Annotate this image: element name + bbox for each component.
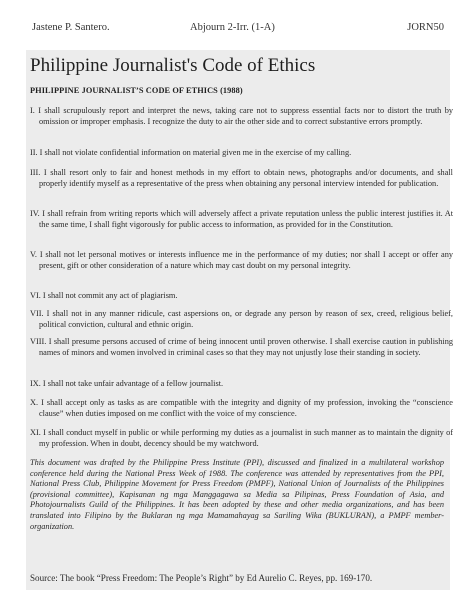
code-item-5: V. I shall not let personal motives or interests influence me in the performance of my duties; nor shall I accept or offer any present, gift or other consideration of a nature which may cast doubt on my personal integrity. [30,250,453,270]
course-section: Abjourn 2-Irr. (1-A) [190,22,275,33]
code-item-10: X. I shall accept only as tasks as are compatible with the integrity and dignity of my profession, invoking the “conscience clause” when duties imposed on me conflict with the voice of my conscience. [30,398,453,418]
course-code: JORN50 [407,22,444,33]
document-subtitle: PHILIPPINE JOURNALIST’S CODE OF ETHICS (1988) [30,86,243,95]
code-item-2: II. I shall not violate confidential information on material given me in the exercise of my calling. [30,148,352,157]
source-citation: Source: The book “Press Freedom: The People’s Right” by Ed Aurelio C. Reyes, pp. 169-170. [30,573,373,583]
code-item-11: XI. I shall conduct myself in public or while performing my duties as a journalist in such manner as to maintain the dignity of my profession. When in doubt, decency should be my watchword. [30,428,453,448]
page-header [32,22,444,36]
code-item-7: VII. I shall not in any manner ridicule, cast aspersions on, or degrade any person by reason of sex, creed, religious belief, political conviction, cultural and ethnic origin. [30,309,453,329]
code-item-9: IX. I shall not take unfair advantage of a fellow journalist. [30,379,224,388]
code-item-4: IV. I shall refrain from writing reports which will adversely affect a private reputation unless the public interest justifies it. At the same time, I shall fight vigorously for public access to information, as provided for in the Constitution. [30,209,453,229]
drafting-note: This document was drafted by the Philippine Press Institute (PPI), discussed and finalized in a multilateral workshop conference held during the National Press Week of 1988. The conference was attended by representatives from the PPI, National Press Club, Philippine Movement for Press Freedom (PMPF), National Union of Journalists of the Philippines (provisional committee), Kapisanan ng mga Manggagawa sa Media sa Pilipinas, Press Foundation of Asia, and Photojournalists Guild of the Philippines. It has been adopted by these and other media organizations, and has been translated into Filipino by the Buklaran ng mga Mamamahayag sa Sariling Wika (BUKLURAN), a PMPF member-organization. [30,458,444,531]
code-item-8: VIII. I shall presume persons accused of crime of being innocent until proven otherwise. I shall exercise caution in publishing names of minors and women involved in criminal cases so that they may not unjustly lose their standing in society. [30,337,453,357]
author-name: Jastene P. Santero. [32,22,110,33]
code-item-6: VI. I shall not commit any act of plagiarism. [30,291,178,300]
code-item-1: I. I shall scrupulously report and interpret the news, taking care not to suppress essential facts nor to distort the truth by omission or improper emphasis. I recognize the duty to air the other side and to correct substantive errors promptly. [30,106,453,126]
document-title: Philippine Journalist's Code of Ethics [30,55,316,76]
code-item-3: III. I shall resort only to fair and honest methods in my effort to obtain news, photographs and/or documents, and shall properly identify myself as a representative of the press when obtaining any personal interview intended for publication. [30,168,453,188]
